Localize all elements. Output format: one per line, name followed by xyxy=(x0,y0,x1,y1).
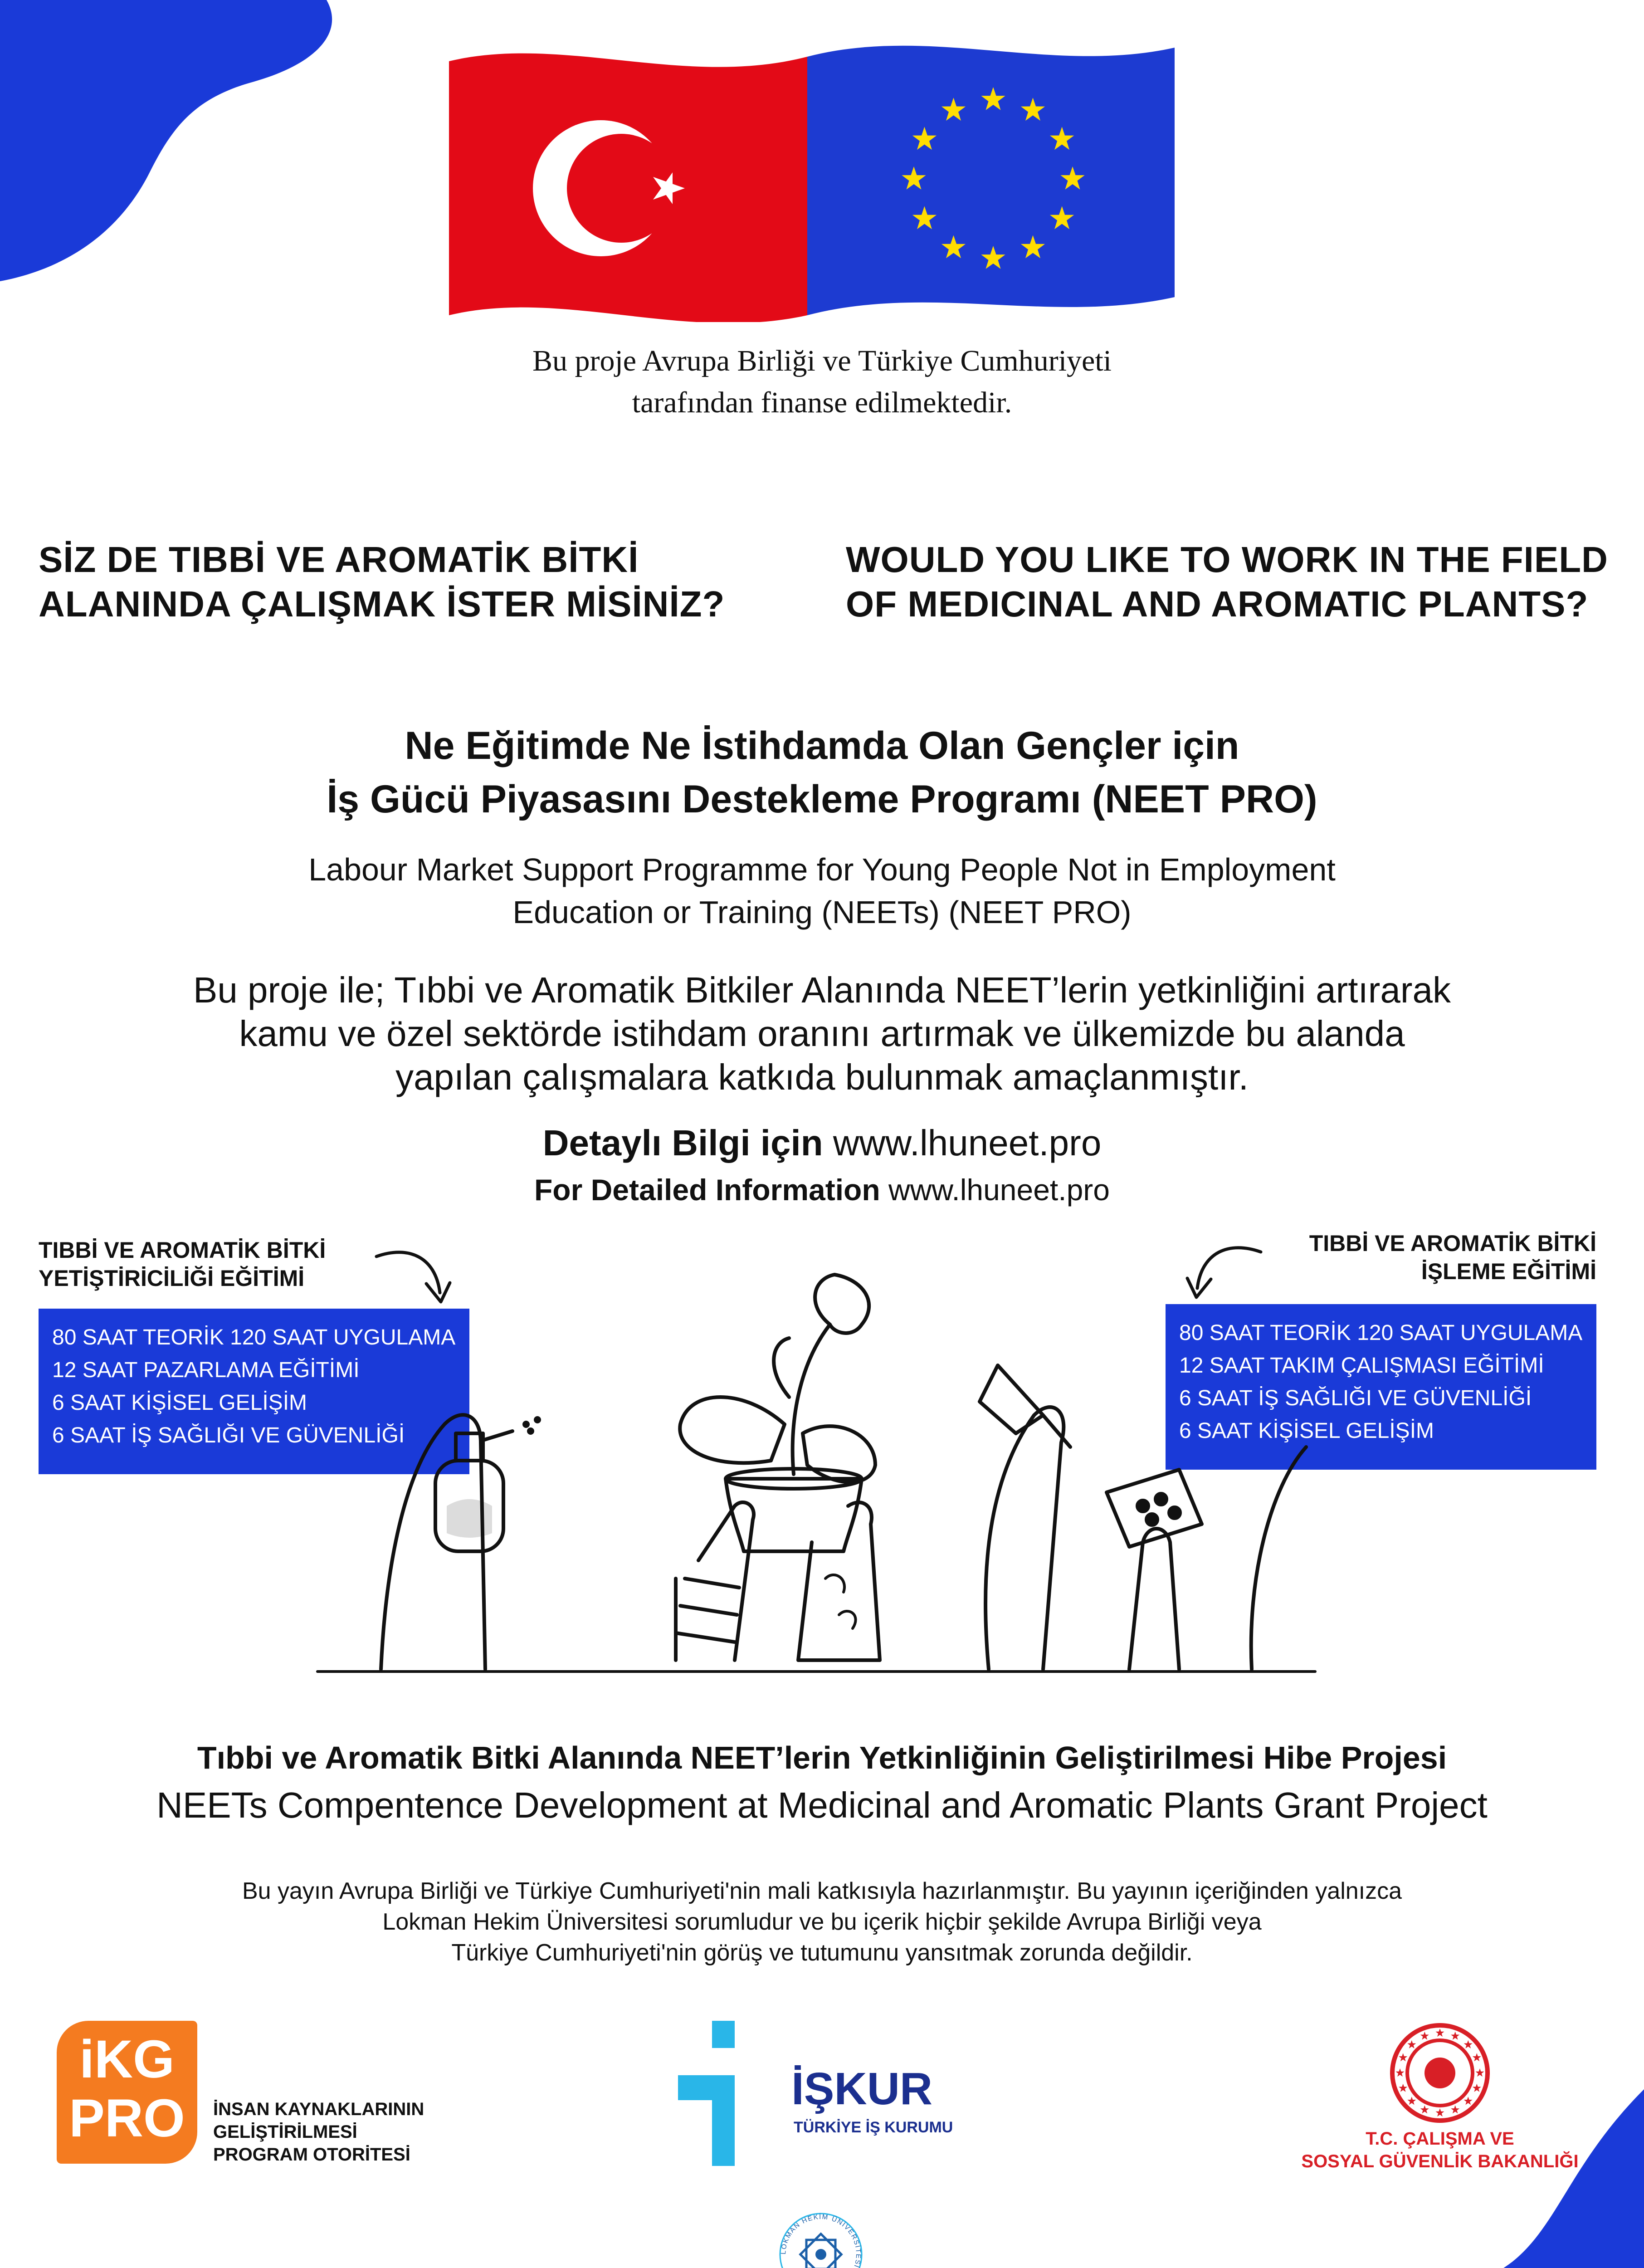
question-en-line1: WOULD YOU LIKE TO WORK IN THE FIELD xyxy=(846,539,1608,580)
seal-star-icon xyxy=(1420,2032,1429,2040)
seal-star-icon xyxy=(1407,2040,1416,2048)
info-tr-label: Detaylı Bilgi için xyxy=(542,1123,823,1163)
iskur-sub: TÜRKİYE İŞ KURUMU xyxy=(794,2119,953,2136)
ikg-text-line2: GELİŞTİRİLMESİ xyxy=(213,2122,357,2142)
info-tr-url[interactable]: www.lhuneet.pro xyxy=(833,1123,1102,1163)
seal-star-icon xyxy=(1464,2097,1473,2105)
ministry-text xyxy=(1288,2127,1592,2173)
turkey-eu-flags xyxy=(449,43,1175,322)
question-en xyxy=(846,538,1608,626)
question-tr-line2: ALANINDA ÇALIŞMAK İSTER MİSİNİZ? xyxy=(39,584,725,624)
program-title-en-line2: Education or Training (NEETs) (NEET PRO) xyxy=(512,894,1132,930)
ikg-text-line1: İNSAN KAYNAKLARININ xyxy=(213,2099,424,2119)
lokman-hekim-logo xyxy=(778,2211,864,2268)
program-title-tr xyxy=(0,719,1644,826)
training-right-item: 12 SAAT TAKIM ÇALIŞMASI EĞİTİMİ xyxy=(1179,1354,1544,1378)
training-right-item: 6 SAAT KİŞİSEL GELİŞİM xyxy=(1179,1419,1434,1443)
training-left-item: 12 SAAT PAZARLAMA EĞİTİMİ xyxy=(52,1358,360,1382)
training-left-item: 6 SAAT İŞ SAĞLIĞI VE GÜVENLİĞİ xyxy=(52,1423,405,1447)
training-left-title-line2: YETİŞTİRİCİLİĞİ EĞİTİMİ xyxy=(39,1266,305,1291)
ikg-mark-line1: iKG xyxy=(79,2029,175,2089)
project-title-tr: Tıbbi ve Aromatik Bitki Alanında NEET’lerin Yetkinliğinin Geliştirilmesi Hibe Projesi xyxy=(197,1740,1447,1775)
question-tr xyxy=(39,538,725,626)
question-en-line2: OF MEDICINAL AND AROMATIC PLANTS? xyxy=(846,584,1589,624)
program-title-tr-line1: Ne Eğitimde Ne İstihdamda Olan Gençler için xyxy=(405,724,1239,767)
disclaimer-line2: Lokman Hekim Üniversitesi sorumludur ve bu içerik hiçbir şekilde Avrupa Birliği veya xyxy=(382,1909,1262,1935)
program-title-en xyxy=(0,848,1644,934)
ministry-seal-icon xyxy=(1388,2021,1492,2125)
description-line3: yapılan çalışmalara katkıda bulunmak amaçlanmıştır. xyxy=(395,1057,1249,1097)
seal-star-icon xyxy=(1451,2105,1459,2113)
program-title-en-line1: Labour Market Support Programme for Young People Not in Employment xyxy=(308,852,1336,887)
training-right-item: 80 SAAT TEORİK 120 SAAT UYGULAMA xyxy=(1179,1321,1583,1345)
hands-plant-illustration xyxy=(290,1252,1333,1678)
training-left-item: 6 SAAT KİŞİSEL GELİŞİM xyxy=(52,1391,307,1415)
training-left-item: 80 SAAT TEORİK 120 SAAT UYGULAMA xyxy=(52,1325,456,1349)
seal-star-icon xyxy=(1476,2068,1484,2077)
description-line2: kamu ve özel sektörde istihdam oranını artırmak ve ülkemizde bu alanda xyxy=(239,1013,1405,1054)
turkey-flag xyxy=(449,54,807,322)
seal-star-icon xyxy=(1436,2108,1444,2116)
project-description xyxy=(0,968,1644,1099)
ikg-pro-logo xyxy=(57,2021,197,2164)
seal-star-icon xyxy=(1473,2084,1481,2092)
seal-star-icon xyxy=(1399,2053,1407,2061)
seal-star-icon xyxy=(1396,2068,1405,2077)
funding-caption-line1: Bu proje Avrupa Birliği ve Türkiye Cumhuriyeti xyxy=(532,344,1112,377)
lokman-ring-text: LOKMAN HEKİM ÜNİVERSİTESİ xyxy=(779,2213,863,2268)
ikg-mark-line2: PRO xyxy=(69,2088,185,2148)
training-right-item: 6 SAAT İŞ SAĞLIĞI VE GÜVENLİĞİ xyxy=(1179,1386,1532,1410)
iskur-mark-icon xyxy=(678,2021,769,2166)
seal-star-icon xyxy=(1407,2097,1416,2105)
iskur-name: İŞKUR xyxy=(791,2063,933,2114)
seal-star-icon xyxy=(1399,2084,1407,2092)
corner-blob-top-left xyxy=(0,0,336,290)
project-title-en: NEETs Compentence Development at Medicinal and Aromatic Plants Grant Project xyxy=(156,1785,1488,1825)
seal-star-icon xyxy=(1473,2053,1481,2061)
seal-star-icon xyxy=(1420,2105,1429,2113)
training-right-title-line2: İŞLEME EĞİTİMİ xyxy=(1421,1259,1596,1284)
description-line1: Bu proje ile; Tıbbi ve Aromatik Bitkiler Alanında NEET’lerin yetkinliğini artırarak xyxy=(193,970,1451,1010)
training-left-title-line1: TIBBİ VE AROMATİK BİTKİ xyxy=(39,1237,326,1263)
funding-caption xyxy=(0,340,1644,424)
info-tr xyxy=(0,1120,1644,1166)
ministry-line1: T.C. ÇALIŞMA VE xyxy=(1366,2129,1514,2149)
ministry-line2: SOSYAL GÜVENLİK BAKANLIĞI xyxy=(1301,2151,1579,2171)
info-en-label: For Detailed Information xyxy=(534,1173,880,1207)
disclaimer-line1: Bu yayın Avrupa Birliği ve Türkiye Cumhuriyeti'nin mali katkısıyla hazırlanmıştır. Bu yayının içeriğinden yalnızca xyxy=(242,1878,1402,1904)
disclaimer xyxy=(0,1876,1644,1968)
seal-star-icon xyxy=(1464,2040,1473,2048)
seal-star-icon xyxy=(1436,2028,1444,2037)
training-right-title-line1: TIBBİ VE AROMATİK BİTKİ xyxy=(1309,1231,1596,1256)
seal-star-icon xyxy=(1451,2032,1459,2040)
program-title-tr-line2: İş Gücü Piyasasını Destekleme Programı (NEET PRO) xyxy=(327,777,1317,821)
training-left-title xyxy=(39,1236,326,1292)
ikg-text-line3: PROGRAM OTORİTESİ xyxy=(213,2145,410,2165)
info-en xyxy=(0,1169,1644,1210)
ikg-pro-text xyxy=(213,2098,424,2166)
question-tr-line1: SİZ DE TIBBİ VE AROMATİK BİTKİ xyxy=(39,539,639,580)
info-en-url[interactable]: www.lhuneet.pro xyxy=(888,1173,1110,1207)
eu-flag xyxy=(807,46,1175,315)
disclaimer-line3: Türkiye Cumhuriyeti'nin görüş ve tutumunu yansıtmak zorunda değildir. xyxy=(451,1940,1193,1966)
funding-caption-line2: tarafından finanse edilmektedir. xyxy=(632,386,1012,419)
